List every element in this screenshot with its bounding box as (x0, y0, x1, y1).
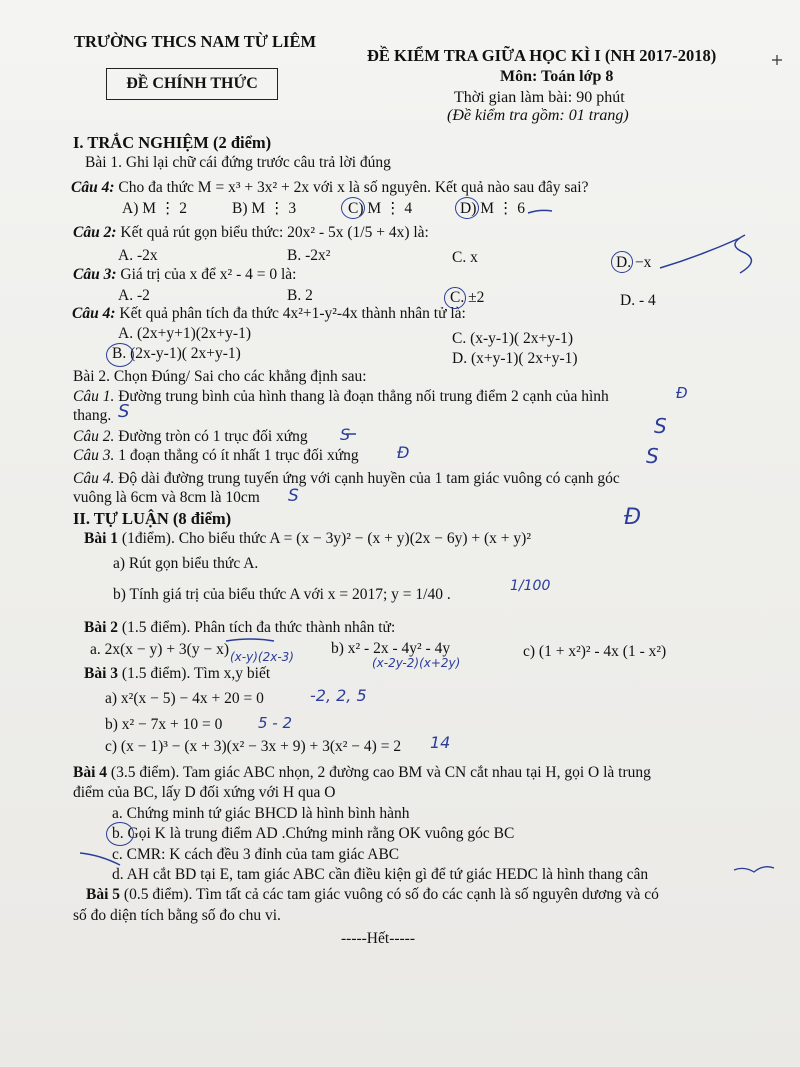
handwritten-answer: (x-2y-2)(x+2y) (372, 656, 461, 670)
q4-option-a: A. (2x+y+1)(2x+y-1) (118, 325, 251, 342)
bai3-part-b: b) x² − 7x + 10 = 0 (105, 716, 223, 733)
bai4-item-b: b. Gọi K là trung điểm AD .Chứng minh rằng OK vuông góc BC (112, 825, 515, 842)
problem-label: Bài 3 (84, 665, 119, 682)
q2-option-b: B. -2x² (287, 247, 331, 264)
problem-label: Bài 5 (86, 886, 121, 903)
tf-label: Câu 2. (73, 428, 115, 445)
margin-note: Đ (624, 505, 642, 530)
question-label: Câu 3: (73, 266, 117, 283)
margin-note: S (646, 444, 659, 468)
problem-label: Bài 1 (84, 530, 119, 547)
q2-option-c: C. x (452, 249, 478, 266)
exam-title: ĐỀ KIỂM TRA GIỮA HỌC KÌ I (NH 2017-2018) (367, 46, 717, 65)
handwritten-answer: 5 - 2 (258, 714, 293, 732)
problem-text: (1.5 điểm). Phân tích đa thức thành nhân tử: (121, 619, 396, 636)
tf-text: Độ dài đường trung tuyến ứng với cạnh huyền của 1 tam giác vuông có cạnh góc (118, 470, 620, 487)
q4-option-d: D. (x+y-1)( 2x+y-1) (452, 350, 578, 367)
q2-option-d: D. −x (616, 254, 652, 271)
handwritten-answer: 1/100 (510, 578, 551, 594)
end-marker: -----Hết----- (341, 930, 415, 947)
q1-option-c: C) M ⋮ 4 (348, 200, 413, 217)
question-text: Kết quả rút gọn biểu thức: 20x² - 5x (1/5 + 4x) là: (120, 224, 429, 241)
problem-label: Bài 2 (84, 619, 119, 636)
handwritten-answer: S (288, 486, 299, 506)
question-label: Câu 4: (71, 179, 115, 196)
bai2-part-b: b) x² - 2x - 4y² - 4y (331, 640, 451, 657)
part2-title: II. TỰ LUẬN (8 điểm) (73, 509, 232, 528)
problem-text: (0.5 điểm). Tìm tất cả các tam giác vuông có số đo các cạnh là số nguyên dương và có (123, 886, 659, 903)
q4-option-b: B. (2x-y-1)( 2x+y-1) (112, 345, 241, 362)
handwritten-answer: Đ (397, 443, 410, 462)
q3-option-a: A. -2 (118, 287, 150, 304)
handwritten-answer: S (340, 425, 351, 444)
bai2-part-a: a. 2x(x − y) + 3(y − x) (90, 641, 230, 658)
tf-statement-1-cont: thang. (73, 407, 112, 424)
question-text: Giá trị của x để x² - 4 = 0 là: (120, 266, 297, 283)
bai3-part-a: a) x²(x − 5) − 4x + 20 = 0 (105, 690, 264, 707)
question-label: Câu 4: (72, 305, 116, 322)
question-text: Cho đa thức M = x³ + 3x² + 2x với x là số nguyên. Kết quả nào sau đây sai? (118, 179, 589, 196)
q1-option-a: A) M ⋮ 2 (122, 200, 188, 217)
part1-title: I. TRẮC NGHIỆM (2 điểm) (73, 133, 272, 152)
tf-label: Câu 1. (73, 388, 115, 405)
bai2-instruction: Bài 2. Chọn Đúng/ Sai cho các khẳng định sau: (73, 368, 367, 385)
handwritten-answer: -2, 2, 5 (310, 686, 367, 705)
q1-option-b: B) M ⋮ 3 (232, 200, 297, 217)
official-stamp-box: ĐỀ CHÍNH THỨC (106, 68, 278, 100)
tf-label: Câu 4. (73, 470, 115, 487)
problem-label: Bài 4 (73, 764, 108, 781)
bai1-part-b: b) Tính giá trị của biểu thức A với x = 2017; y = 1/40 . (113, 586, 451, 603)
q3-option-d: D. - 4 (620, 292, 656, 309)
handwritten-answer: S (118, 401, 130, 422)
school-name: TRƯỜNG THCS NAM TỪ LIÊM (74, 32, 317, 51)
problem-text: (3.5 điểm). Tam giác ABC nhọn, 2 đường cao BM và CN cắt nhau tại H, gọi O là trung (110, 764, 651, 781)
tf-text: 1 đoạn thẳng có ít nhất 1 trục đối xứng (118, 447, 359, 464)
margin-note: Đ (676, 384, 688, 402)
bai4-text-cont: điểm của BC, lấy D đối xứng với H qua O (73, 784, 336, 801)
handwritten-answer: 14 (430, 733, 451, 752)
q1-option-d: D) M ⋮ 6 (460, 200, 526, 217)
bai4-item-d: d. AH cắt BD tại E, tam giác ABC cần điều kiện gì để tứ giác HEDC là hình thang cân (112, 866, 649, 883)
tf-text: Đường tròn có 1 trục đối xứng (118, 428, 308, 445)
tf-statement-4-cont: vuông là 6cm và 8cm là 10cm (73, 489, 260, 506)
q3-option-c: C. ±2 (450, 289, 485, 306)
bai3-part-c: c) (x − 1)³ − (x + 3)(x² − 3x + 9) + 3(x² − 4) = 2 (105, 738, 402, 755)
bai4-item-a: a. Chứng minh tứ giác BHCD là hình bình hành (112, 805, 410, 822)
q2-option-a: A. -2x (118, 247, 158, 264)
margin-note: S (654, 414, 667, 438)
bai1-instruction: Bài 1. Ghi lại chữ cái đứng trước câu trả lời đúng (85, 154, 391, 171)
time-limit: Thời gian làm bài: 90 phút (454, 89, 625, 106)
handwritten-answer: (x-y)(2x-3) (230, 650, 294, 664)
page-note: (Đề kiểm tra gồm: 01 trang) (447, 107, 629, 124)
tf-text: Đường trung bình của hình thang là đoạn thẳng nối trung điểm 2 cạnh của hình (118, 388, 609, 405)
problem-text: (1.5 điểm). Tìm x,y biết (121, 665, 271, 682)
bai1-part-a: a) Rút gọn biểu thức A. (113, 555, 259, 572)
question-text: Kết quả phân tích đa thức 4x²+1-y²-4x thành nhân tử là: (119, 305, 466, 322)
q3-option-b: B. 2 (287, 287, 313, 304)
bai2-part-c: c) (1 + x²)² - 4x (1 - x²) (523, 643, 667, 660)
subject-line: Môn: Toán lớp 8 (500, 68, 614, 85)
problem-text: (1điểm). Cho biểu thức A = (x − 3y)² − (x + y)(2x − 6y) + (x + y)² (121, 530, 531, 547)
bai5-text-cont: số đo diện tích bằng số đo chu vi. (73, 907, 281, 924)
bai4-item-c: c. CMR: K cách đều 3 đỉnh của tam giác ABC (112, 846, 400, 863)
question-label: Câu 2: (73, 224, 117, 241)
tf-label: Câu 3. (73, 447, 115, 464)
q4-option-c: C. (x-y-1)( 2x+y-1) (452, 330, 574, 347)
